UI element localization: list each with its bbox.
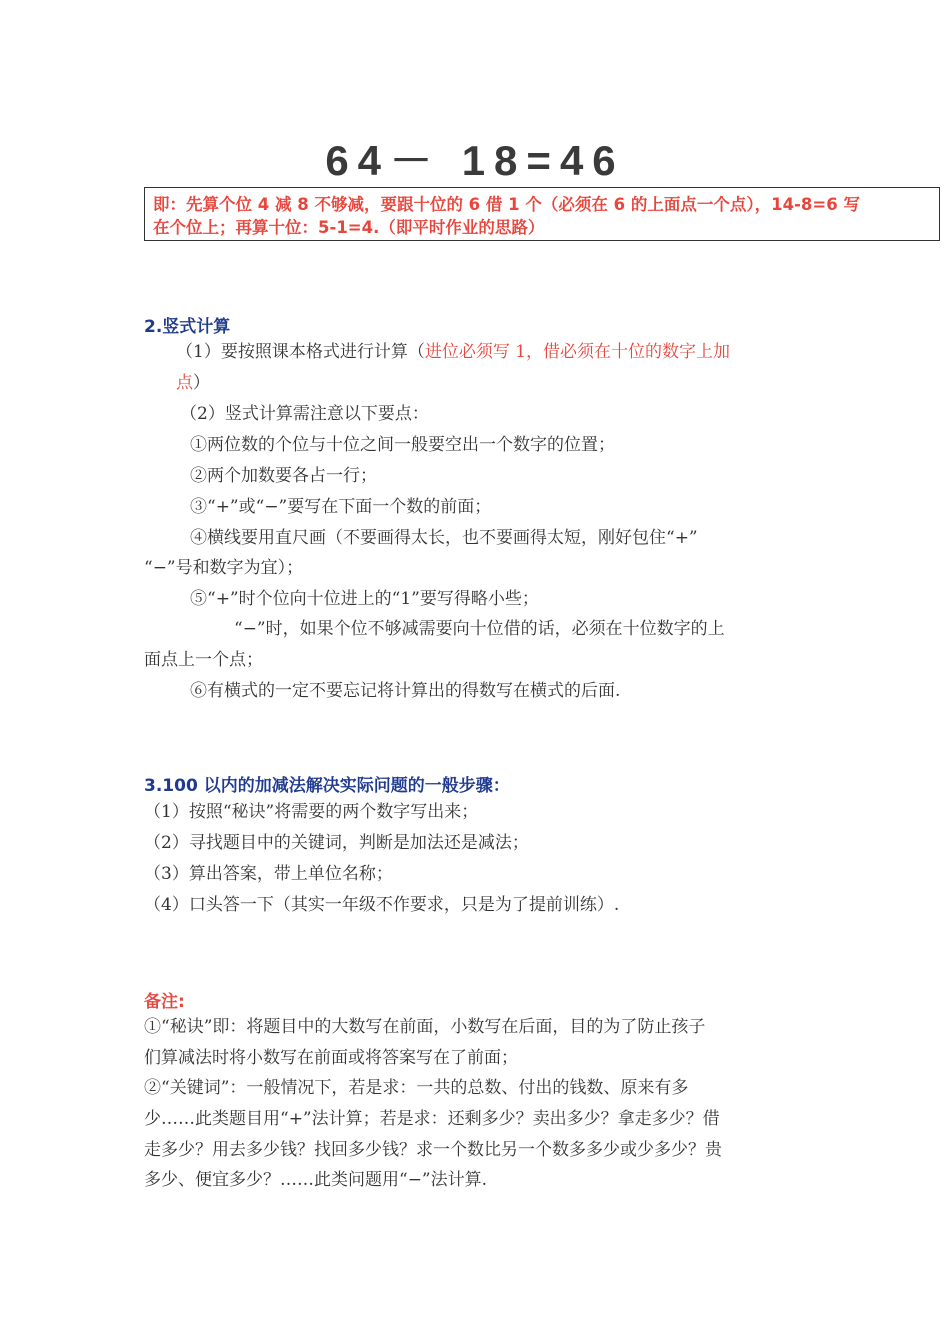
item1-red-text: 进位必须写 1，借必须在十位的数字上加 — [424, 342, 731, 362]
point-2: ②两个加数要各占一行； — [190, 466, 377, 486]
notes-line-1: ①“秘诀”即：将题目中的大数写在前面，小数写在后面，目的为了防止孩子 — [144, 1017, 706, 1037]
point-5-line2: “−”时，如果个位不够减需要向十位借的话，必须在十位数字的上 — [234, 619, 725, 639]
section2-item1-line1 — [176, 337, 730, 367]
item1-red-text-2: 点 — [176, 373, 193, 393]
notes-line-6: 多少、便宜多少？……此类问题用“−”法计算. — [144, 1170, 488, 1190]
explanation-box — [144, 187, 940, 241]
item1-suffix: ） — [193, 373, 210, 393]
notes-line-5: 走多少？用去多少钱？找回多少钱？求一个数比另一个数多多少或少多少？贵 — [144, 1140, 722, 1160]
section3-heading: 3.100 以内的加减法解决实际问题的一般步骤： — [144, 776, 510, 796]
section2-item1-line2 — [176, 368, 210, 398]
notes-heading: 备注: — [144, 992, 185, 1012]
point-5-line3: 面点上一个点； — [144, 650, 263, 670]
explanation-line-1: 即：先算个位 4 减 8 不够减，要跟十位的 6 借 1 个（必须在 6 的上面点一个点），14-8=6 写 — [153, 195, 860, 214]
point-5-line1: ⑤“+”时个位向十位进上的“1”要写得略小些； — [190, 589, 539, 609]
point-4-line1: ④横线要用直尺画（不要画得太长，也不要画得太短，刚好包住“+” — [190, 528, 698, 548]
step-4: （4）口头答一下（其实一年级不作要求，只是为了提前训练）. — [144, 895, 620, 915]
notes-line-2: 们算减法时将小数写在前面或将答案写在了前面； — [144, 1048, 518, 1068]
section2-item2: （2）竖式计算需注意以下要点： — [180, 404, 429, 424]
equation-title: 64－ 18=46 — [325, 137, 625, 184]
notes-line-4: 少……此类题目用“+”法计算；若是求：还剩多少？卖出多少？拿走多少？借 — [144, 1109, 720, 1129]
item1-prefix: （1）要按照课本格式进行计算（ — [176, 342, 425, 362]
step-3: （3）算出答案，带上单位名称； — [144, 864, 393, 884]
point-1: ①两位数的个位与十位之间一般要空出一个数字的位置； — [190, 435, 615, 455]
notes-line-3: ②“关键词”：一般情况下，若是求：一共的总数、付出的钱数、原来有多 — [144, 1078, 689, 1098]
step-1: （1）按照“秘诀”将需要的两个数字写出来； — [144, 802, 479, 822]
step-2: （2）寻找题目中的关键词，判断是加法还是减法； — [144, 833, 529, 853]
point-4-line2: “−”号和数字为宜）； — [144, 558, 304, 578]
section2-heading: 2.竖式计算 — [144, 317, 231, 337]
point-3: ③“+”或“−”要写在下面一个数的前面； — [190, 497, 492, 517]
explanation-line-2: 在个位上；再算十位：5-1=4.（即平时作业的思路） — [153, 218, 545, 237]
point-6: ⑥有横式的一定不要忘记将计算出的得数写在横式的后面. — [190, 681, 621, 701]
